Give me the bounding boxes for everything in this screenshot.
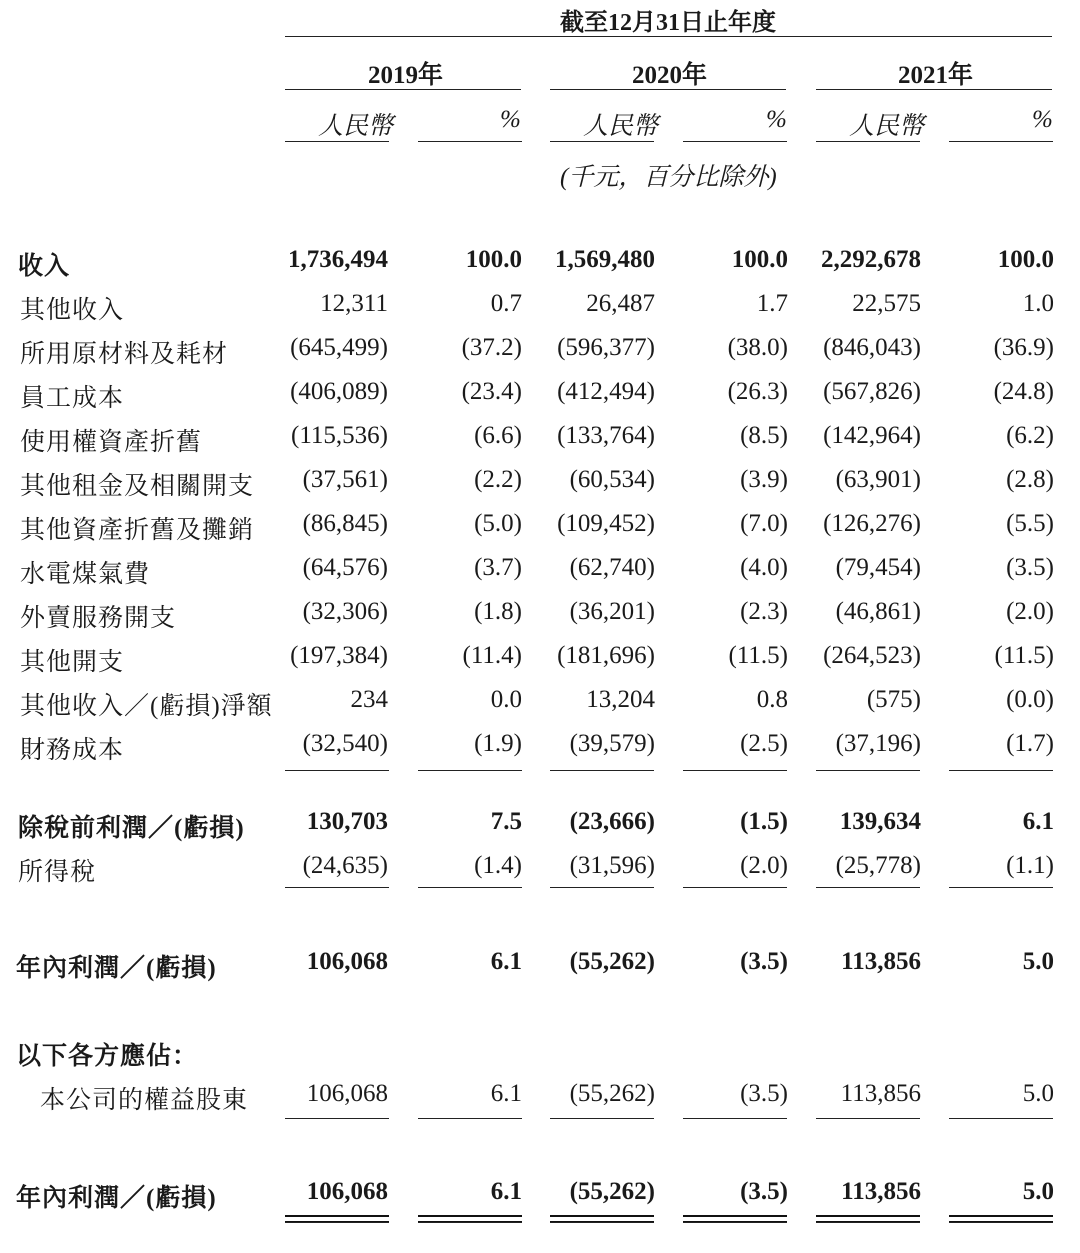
amount-cell: (55,262): [569, 1178, 655, 1205]
total-double-rule: [550, 1222, 654, 1223]
percent-cell: (1.9): [474, 730, 522, 757]
subtotal-rule: [949, 887, 1053, 888]
subtotal-rule: [683, 1118, 787, 1119]
row-label: 員工成本: [20, 385, 125, 412]
percent-cell: (3.7): [474, 554, 522, 581]
percent-cell: 100.0: [731, 246, 788, 273]
amount-cell: (596,377): [557, 334, 655, 361]
percent-cell: (2.0): [1006, 598, 1054, 625]
row-label: 本公司的權益股東: [40, 1087, 249, 1114]
total-double-rule: [949, 1222, 1053, 1223]
percent-cell: 0.8: [756, 686, 788, 713]
amount-cell: (406,089): [290, 378, 388, 405]
row-label: 年內利潤／(虧損): [16, 1185, 217, 1212]
amount-cell: 234: [350, 686, 388, 713]
percent-cell: (3.9): [740, 466, 788, 493]
percent-cell: 7.5: [490, 808, 522, 835]
subtotal-rule: [550, 1118, 654, 1119]
subheader-rule: [550, 141, 654, 142]
period-rule: [285, 36, 1052, 37]
row-label: 水電煤氣費: [20, 561, 151, 588]
amount-cell: 22,575: [852, 290, 921, 317]
percent-cell: (38.0): [727, 334, 788, 361]
amount-cell: (60,534): [569, 466, 655, 493]
percent-cell: 5.0: [1022, 1178, 1054, 1205]
amount-cell: 106,068: [306, 948, 388, 975]
year-2020: 2020年: [632, 62, 708, 89]
percent-cell: 100.0: [465, 246, 522, 273]
percent-header: %: [766, 106, 787, 133]
percent-cell: (6.2): [1006, 422, 1054, 449]
percent-cell: (6.6): [474, 422, 522, 449]
amount-cell: (181,696): [557, 642, 655, 669]
amount-cell: 139,634: [839, 808, 921, 835]
subtotal-rule: [683, 887, 787, 888]
total-double-rule: [816, 1222, 920, 1223]
percent-cell: (3.5): [740, 1080, 788, 1107]
amount-cell: (31,596): [569, 852, 655, 879]
row-label: 其他開支: [20, 649, 125, 676]
row-label: 其他收入／(虧損)淨額: [20, 693, 273, 720]
percent-cell: (2.5): [740, 730, 788, 757]
percent-cell: (1.1): [1006, 852, 1054, 879]
year-2019: 2019年: [368, 62, 444, 89]
percent-cell: (5.5): [1006, 510, 1054, 537]
subtotal-rule: [683, 770, 787, 771]
amount-cell: (126,276): [823, 510, 921, 537]
amount-cell: (264,523): [823, 642, 921, 669]
percent-cell: (3.5): [1006, 554, 1054, 581]
amount-cell: 106,068: [306, 1178, 388, 1205]
percent-cell: 0.0: [490, 686, 522, 713]
percent-cell: 100.0: [997, 246, 1054, 273]
subtotal-rule: [418, 887, 522, 888]
percent-cell: 6.1: [490, 1178, 522, 1205]
amount-cell: (846,043): [823, 334, 921, 361]
total-double-rule: [418, 1222, 522, 1223]
percent-cell: (37.2): [461, 334, 522, 361]
amount-cell: 106,068: [306, 1080, 388, 1107]
total-double-rule: [285, 1222, 389, 1223]
amount-cell: 130,703: [306, 808, 388, 835]
subtotal-rule: [285, 887, 389, 888]
percent-cell: (11.5): [728, 642, 788, 669]
amount-cell: (64,576): [302, 554, 388, 581]
amount-cell: (25,778): [835, 852, 921, 879]
row-label: 以下各方應佔：: [16, 1043, 199, 1070]
percent-cell: 6.1: [490, 948, 522, 975]
subtotal-rule: [418, 770, 522, 771]
amount-cell: 2,292,678: [821, 246, 921, 273]
amount-cell: (46,861): [835, 598, 921, 625]
subtotal-rule: [550, 887, 654, 888]
subtotal-rule: [285, 1118, 389, 1119]
percent-cell: 0.7: [490, 290, 522, 317]
total-double-rule: [683, 1222, 787, 1223]
percent-cell: (24.8): [993, 378, 1054, 405]
amount-cell: (36,201): [569, 598, 655, 625]
percent-cell: (23.4): [461, 378, 522, 405]
amount-cell: (23,666): [569, 808, 655, 835]
subtotal-rule: [816, 1118, 920, 1119]
amount-cell: 1,569,480: [555, 246, 655, 273]
year-rule: [550, 89, 786, 90]
currency-header: 人民幣: [849, 113, 925, 140]
row-label: 除稅前利潤／(虧損): [18, 815, 245, 842]
units-note: (千元，百分比除外): [560, 164, 777, 191]
amount-cell: (109,452): [557, 510, 655, 537]
percent-cell: (7.0): [740, 510, 788, 537]
amount-cell: 26,487: [586, 290, 655, 317]
amount-cell: 113,856: [841, 948, 921, 975]
percent-cell: (2.8): [1006, 466, 1054, 493]
amount-cell: (412,494): [557, 378, 655, 405]
amount-cell: (645,499): [290, 334, 388, 361]
amount-cell: (37,561): [302, 466, 388, 493]
percent-cell: 1.0: [1022, 290, 1054, 317]
percent-cell: (1.5): [740, 808, 788, 835]
subheader-rule: [418, 141, 522, 142]
amount-cell: 113,856: [840, 1080, 921, 1107]
percent-cell: (1.8): [474, 598, 522, 625]
percent-cell: (1.4): [474, 852, 522, 879]
percent-cell: (3.5): [740, 1178, 788, 1205]
amount-cell: 113,856: [841, 1178, 921, 1205]
amount-cell: 13,204: [586, 686, 655, 713]
row-label: 收入: [18, 253, 71, 280]
amount-cell: (115,536): [291, 422, 388, 449]
percent-cell: (3.5): [740, 948, 788, 975]
amount-cell: (37,196): [835, 730, 921, 757]
subheader-rule: [683, 141, 787, 142]
percent-header: %: [500, 106, 521, 133]
subtotal-rule: [816, 887, 920, 888]
amount-cell: (133,764): [557, 422, 655, 449]
percent-cell: (2.2): [474, 466, 522, 493]
row-label: 其他收入: [20, 297, 125, 324]
subtotal-rule: [949, 770, 1053, 771]
percent-cell: (11.4): [462, 642, 522, 669]
amount-cell: (142,964): [823, 422, 921, 449]
percent-cell: (5.0): [474, 510, 522, 537]
percent-cell: (36.9): [993, 334, 1054, 361]
amount-cell: (32,540): [302, 730, 388, 757]
year-rule: [816, 89, 1052, 90]
currency-header: 人民幣: [583, 113, 659, 140]
percent-cell: (1.7): [1006, 730, 1054, 757]
percent-cell: 5.0: [1022, 1080, 1054, 1107]
row-label: 其他租金及相關開支: [20, 473, 255, 500]
percent-cell: (26.3): [727, 378, 788, 405]
period-header: 截至12月31日止年度: [560, 10, 776, 36]
percent-cell: (2.0): [740, 852, 788, 879]
percent-cell: 5.0: [1022, 948, 1054, 975]
year-rule: [285, 89, 521, 90]
row-label: 所得稅: [18, 859, 97, 886]
amount-cell: (55,262): [569, 948, 655, 975]
subtotal-rule: [418, 1118, 522, 1119]
row-label: 所用原材料及耗材: [20, 341, 229, 368]
row-label: 年內利潤／(虧損): [16, 955, 217, 982]
subtotal-rule: [550, 770, 654, 771]
amount-cell: (24,635): [302, 852, 388, 879]
row-label: 財務成本: [20, 737, 125, 764]
percent-cell: 6.1: [490, 1080, 522, 1107]
percent-header: %: [1032, 106, 1053, 133]
subtotal-rule: [816, 770, 920, 771]
percent-cell: (0.0): [1006, 686, 1054, 713]
row-label: 外賣服務開支: [20, 605, 177, 632]
amount-cell: (197,384): [290, 642, 388, 669]
amount-cell: (32,306): [302, 598, 388, 625]
percent-cell: 6.1: [1022, 808, 1054, 835]
percent-cell: (4.0): [740, 554, 788, 581]
subheader-rule: [816, 141, 920, 142]
percent-cell: 1.7: [756, 290, 788, 317]
row-label: 其他資產折舊及攤銷: [20, 517, 255, 544]
year-2021: 2021年: [898, 62, 974, 89]
amount-cell: 1,736,494: [288, 246, 388, 273]
percent-cell: (11.5): [994, 642, 1054, 669]
subtotal-rule: [949, 1118, 1053, 1119]
percent-cell: (8.5): [740, 422, 788, 449]
row-label: 使用權資產折舊: [20, 429, 203, 456]
percent-cell: (2.3): [740, 598, 788, 625]
subheader-rule: [285, 141, 389, 142]
amount-cell: (39,579): [569, 730, 655, 757]
amount-cell: (567,826): [823, 378, 921, 405]
subheader-rule: [949, 141, 1053, 142]
subtotal-rule: [285, 770, 389, 771]
amount-cell: (63,901): [835, 466, 921, 493]
amount-cell: (62,740): [569, 554, 655, 581]
amount-cell: 12,311: [320, 290, 388, 317]
amount-cell: (575): [866, 686, 921, 713]
amount-cell: (79,454): [835, 554, 921, 581]
amount-cell: (86,845): [302, 510, 388, 537]
amount-cell: (55,262): [569, 1080, 655, 1107]
currency-header: 人民幣: [318, 113, 394, 140]
